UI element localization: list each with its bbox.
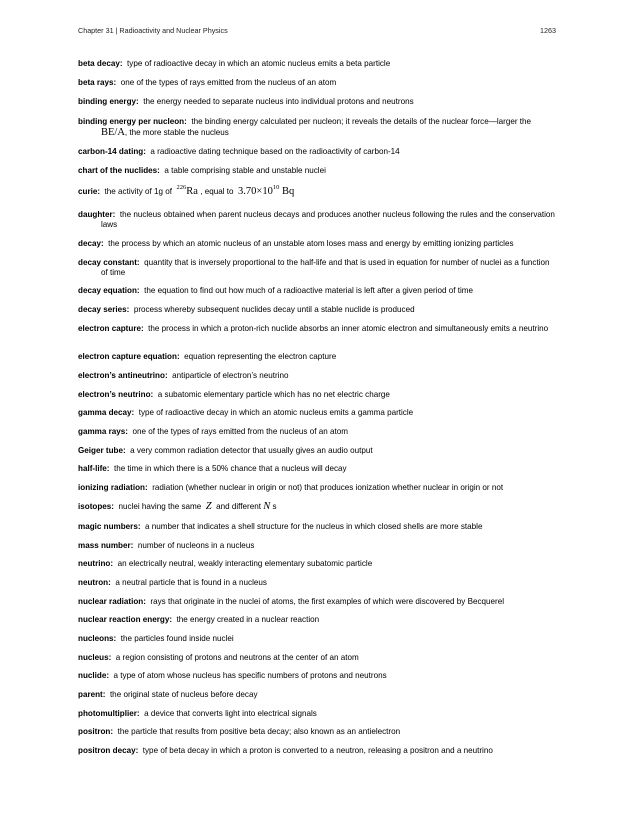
glossary-term: nuclear reaction energy: — [78, 615, 173, 624]
variable-n: N — [263, 501, 271, 512]
page-header — [78, 26, 556, 38]
glossary-definition: nuclei having the same — [118, 502, 202, 511]
isotope-symbol: Ra — [186, 186, 198, 197]
glossary-entry-beta-rays — [78, 78, 556, 88]
glossary-entry-electrons-neutrino — [78, 390, 556, 400]
glossary-term: Geiger tube: — [78, 446, 126, 455]
glossary-definition: the particles found inside nuclei — [120, 634, 234, 643]
glossary-term: positron: — [78, 727, 114, 736]
glossary-term: parent: — [78, 690, 106, 699]
glossary-definition: radiation (whether nuclear in origin or not) that produces ionization whether nuclear in origin or not — [152, 483, 504, 492]
glossary-definition-suffix: s — [272, 502, 277, 511]
glossary-term: neutrino: — [78, 559, 114, 568]
glossary-definition: one of the types of rays emitted from the nucleus of an atom — [132, 427, 348, 436]
glossary-term: binding energy per nucleon: — [78, 117, 187, 126]
glossary-entry-electrons-antineutrino — [78, 371, 556, 381]
glossary-definition: equation representing the electron capture — [184, 352, 337, 361]
glossary-term: mass number: — [78, 541, 134, 550]
glossary-entry-nuclear-radiation — [78, 597, 556, 607]
glossary-definition: the time in which there is a 50% chance that a nucleus will decay — [113, 464, 347, 473]
glossary-term: gamma decay: — [78, 408, 135, 417]
glossary-entry-curie — [78, 185, 556, 199]
glossary-entry-magic-numbers — [78, 522, 556, 532]
glossary-term: half-life: — [78, 464, 110, 473]
glossary-definition: the energy created in a nuclear reaction — [176, 615, 320, 624]
glossary-definition-continued: and different — [216, 502, 261, 511]
variable-z: Z — [205, 501, 212, 512]
glossary-term: chart of the nuclides: — [78, 166, 160, 175]
glossary-term: curie: — [78, 187, 101, 196]
glossary-entry-nucleons — [78, 634, 556, 644]
glossary-entry-parent — [78, 690, 556, 700]
glossary-term: decay equation: — [78, 286, 140, 295]
glossary-definition: type of radioactive decay in which an atomic nucleus emits a gamma particle — [138, 408, 414, 417]
glossary-term: electron’s neutrino: — [78, 390, 154, 399]
glossary-definition: the process in which a proton-rich nuclide absorbs an inner atomic electron and simultaneously emits a neutrino — [148, 324, 549, 333]
glossary-definition: a type of atom whose nucleus has specific numbers of protons and neutrons — [113, 671, 387, 680]
glossary-term: positron decay: — [78, 746, 139, 755]
glossary-definition: type of beta decay in which a proton is converted to a neutron, releasing a positron and a neutrino — [142, 746, 493, 755]
math-radium-226 — [177, 186, 198, 197]
glossary-entry-beta-decay — [78, 59, 556, 69]
glossary-entry-neutron — [78, 578, 556, 588]
glossary-definition: a device that converts light into electrical signals — [144, 709, 317, 718]
glossary-definition: antiparticle of electron’s neutrino — [172, 371, 289, 380]
glossary-entry-positron — [78, 727, 556, 737]
glossary-definition: a region consisting of protons and neutrons at the center of an atom — [115, 653, 359, 662]
glossary-entry-nucleus — [78, 653, 556, 663]
glossary-definition: the particle that results from positive beta decay; also known as an antielectron — [117, 727, 401, 736]
glossary-entry-binding-energy — [78, 97, 556, 107]
glossary-definition: a radioactive dating technique based on the radioactivity of carbon-14 — [150, 147, 400, 156]
glossary-entry-chart-of-the-nuclides — [78, 166, 556, 176]
isotope-mass-number: 226 — [176, 184, 187, 191]
glossary-term: decay series: — [78, 305, 130, 314]
curie-exponent: 10 — [272, 184, 280, 191]
glossary-entry-photomultiplier — [78, 709, 556, 719]
glossary-definition: the equation to find out how much of a radioactive material is left after a given period of time — [144, 286, 474, 295]
glossary-term: electron capture: — [78, 324, 144, 333]
glossary-term: photomultiplier: — [78, 709, 140, 718]
glossary-entry-mass-number — [78, 541, 556, 551]
glossary-definition: the activity of 1g of — [104, 187, 173, 196]
glossary-entry-decay-equation — [78, 286, 556, 296]
glossary-entry-nuclide — [78, 671, 556, 681]
glossary-definition-continued: , the more stable the nucleus — [124, 128, 229, 137]
glossary-term: nuclear radiation: — [78, 597, 146, 606]
curie-value: 3.70×10 — [238, 186, 273, 197]
glossary-entry-gamma-rays — [78, 427, 556, 437]
glossary-definition: an electrically neutral, weakly interacting elementary subatomic particle — [117, 559, 373, 568]
glossary-term: electron capture equation: — [78, 352, 180, 361]
glossary-term: gamma rays: — [78, 427, 128, 436]
glossary-definition: number of nucleons in a nucleus — [137, 541, 255, 550]
glossary-definition: a number that indicates a shell structure for the nucleus in which closed shells are more stable — [145, 522, 483, 531]
glossary-definition: a table comprising stable and unstable nuclei — [164, 166, 326, 175]
glossary-entry-isotopes — [78, 500, 556, 514]
glossary-definition: process whereby subsequent nuclides decay until a stable nuclide is produced — [133, 305, 415, 314]
glossary-term: neutron: — [78, 578, 111, 587]
glossary-term: daughter: — [78, 210, 116, 219]
glossary-term: ionizing radiation: — [78, 483, 148, 492]
glossary-term: beta rays: — [78, 78, 117, 87]
glossary-entry-nuclear-reaction-energy — [78, 615, 556, 625]
glossary-entry-gamma-decay — [78, 408, 556, 418]
glossary-term: decay constant: — [78, 258, 140, 267]
glossary-entry-neutrino — [78, 559, 556, 569]
glossary-term: carbon-14 dating: — [78, 147, 146, 156]
glossary-term: nucleus: — [78, 653, 112, 662]
math-n — [263, 501, 270, 512]
glossary-definition: the energy needed to separate nucleus into individual protons and neutrons — [143, 97, 414, 106]
glossary-entry-positron-decay — [78, 746, 556, 756]
glossary-entry-ionizing-radiation — [78, 483, 556, 493]
glossary-term: nuclide: — [78, 671, 110, 680]
glossary-definition: the binding energy calculated per nucleon; it reveals the details of the nuclear force—larger the — [191, 117, 532, 126]
glossary-definition-continued: , equal to — [200, 187, 234, 196]
glossary-entry-electron-capture-equation — [78, 352, 556, 362]
chapter-title: Chapter 31 | Radioactivity and Nuclear Physics — [78, 26, 228, 35]
glossary-entry-binding-energy-per-nucleon — [78, 116, 556, 138]
glossary-definition: a subatomic elementary particle which has no net electric charge — [157, 390, 390, 399]
curie-unit: Bq — [281, 186, 295, 197]
glossary-definition: type of radioactive decay in which an atomic nucleus emits a beta particle — [127, 59, 391, 68]
glossary-term: beta decay: — [78, 59, 123, 68]
glossary-entry-geiger-tube — [78, 446, 556, 456]
page-number: 1263 — [540, 26, 556, 35]
glossary-term: electron’s antineutrino: — [78, 371, 168, 380]
math-z — [206, 501, 212, 512]
glossary-entry-carbon-14-dating — [78, 147, 556, 157]
glossary-definition: rays that originate in the nuclei of atoms, the first examples of which were discovered by Becquerel — [150, 597, 505, 606]
glossary-term: decay: — [78, 239, 104, 248]
glossary-definition: the original state of nucleus before decay — [109, 690, 258, 699]
math-be-over-a: BE/A — [101, 127, 125, 138]
glossary-term: magic numbers: — [78, 522, 141, 531]
glossary-definition: the process by which an atomic nucleus of an unstable atom loses mass and energy by emitting ionizing particles — [108, 239, 514, 248]
glossary-definition: quantity that is inversely proportional to the half-life and that is used in equation for number of nuclei as a function of time — [101, 258, 550, 277]
glossary-definition: one of the types of rays emitted from the nucleus of an atom — [120, 78, 337, 87]
glossary-entry-electron-capture — [78, 324, 556, 334]
glossary-term: binding energy: — [78, 97, 139, 106]
glossary-entry-half-life — [78, 464, 556, 474]
glossary-definition: a neutral particle that is found in a nucleus — [115, 578, 267, 587]
glossary-definition: a very common radiation detector that usually gives an audio output — [130, 446, 373, 455]
glossary-term: nucleons: — [78, 634, 117, 643]
glossary-term: isotopes: — [78, 502, 114, 511]
glossary-entry-decay — [78, 239, 556, 249]
glossary-entry-decay-series — [78, 305, 556, 315]
math-curie-value — [238, 186, 294, 197]
glossary-entry-decay-constant — [78, 258, 556, 278]
glossary-entry-daughter — [78, 210, 556, 230]
glossary-definition: the nucleus obtained when parent nucleus decays and produces another nucleus following the rules and the conservation laws — [101, 210, 555, 229]
